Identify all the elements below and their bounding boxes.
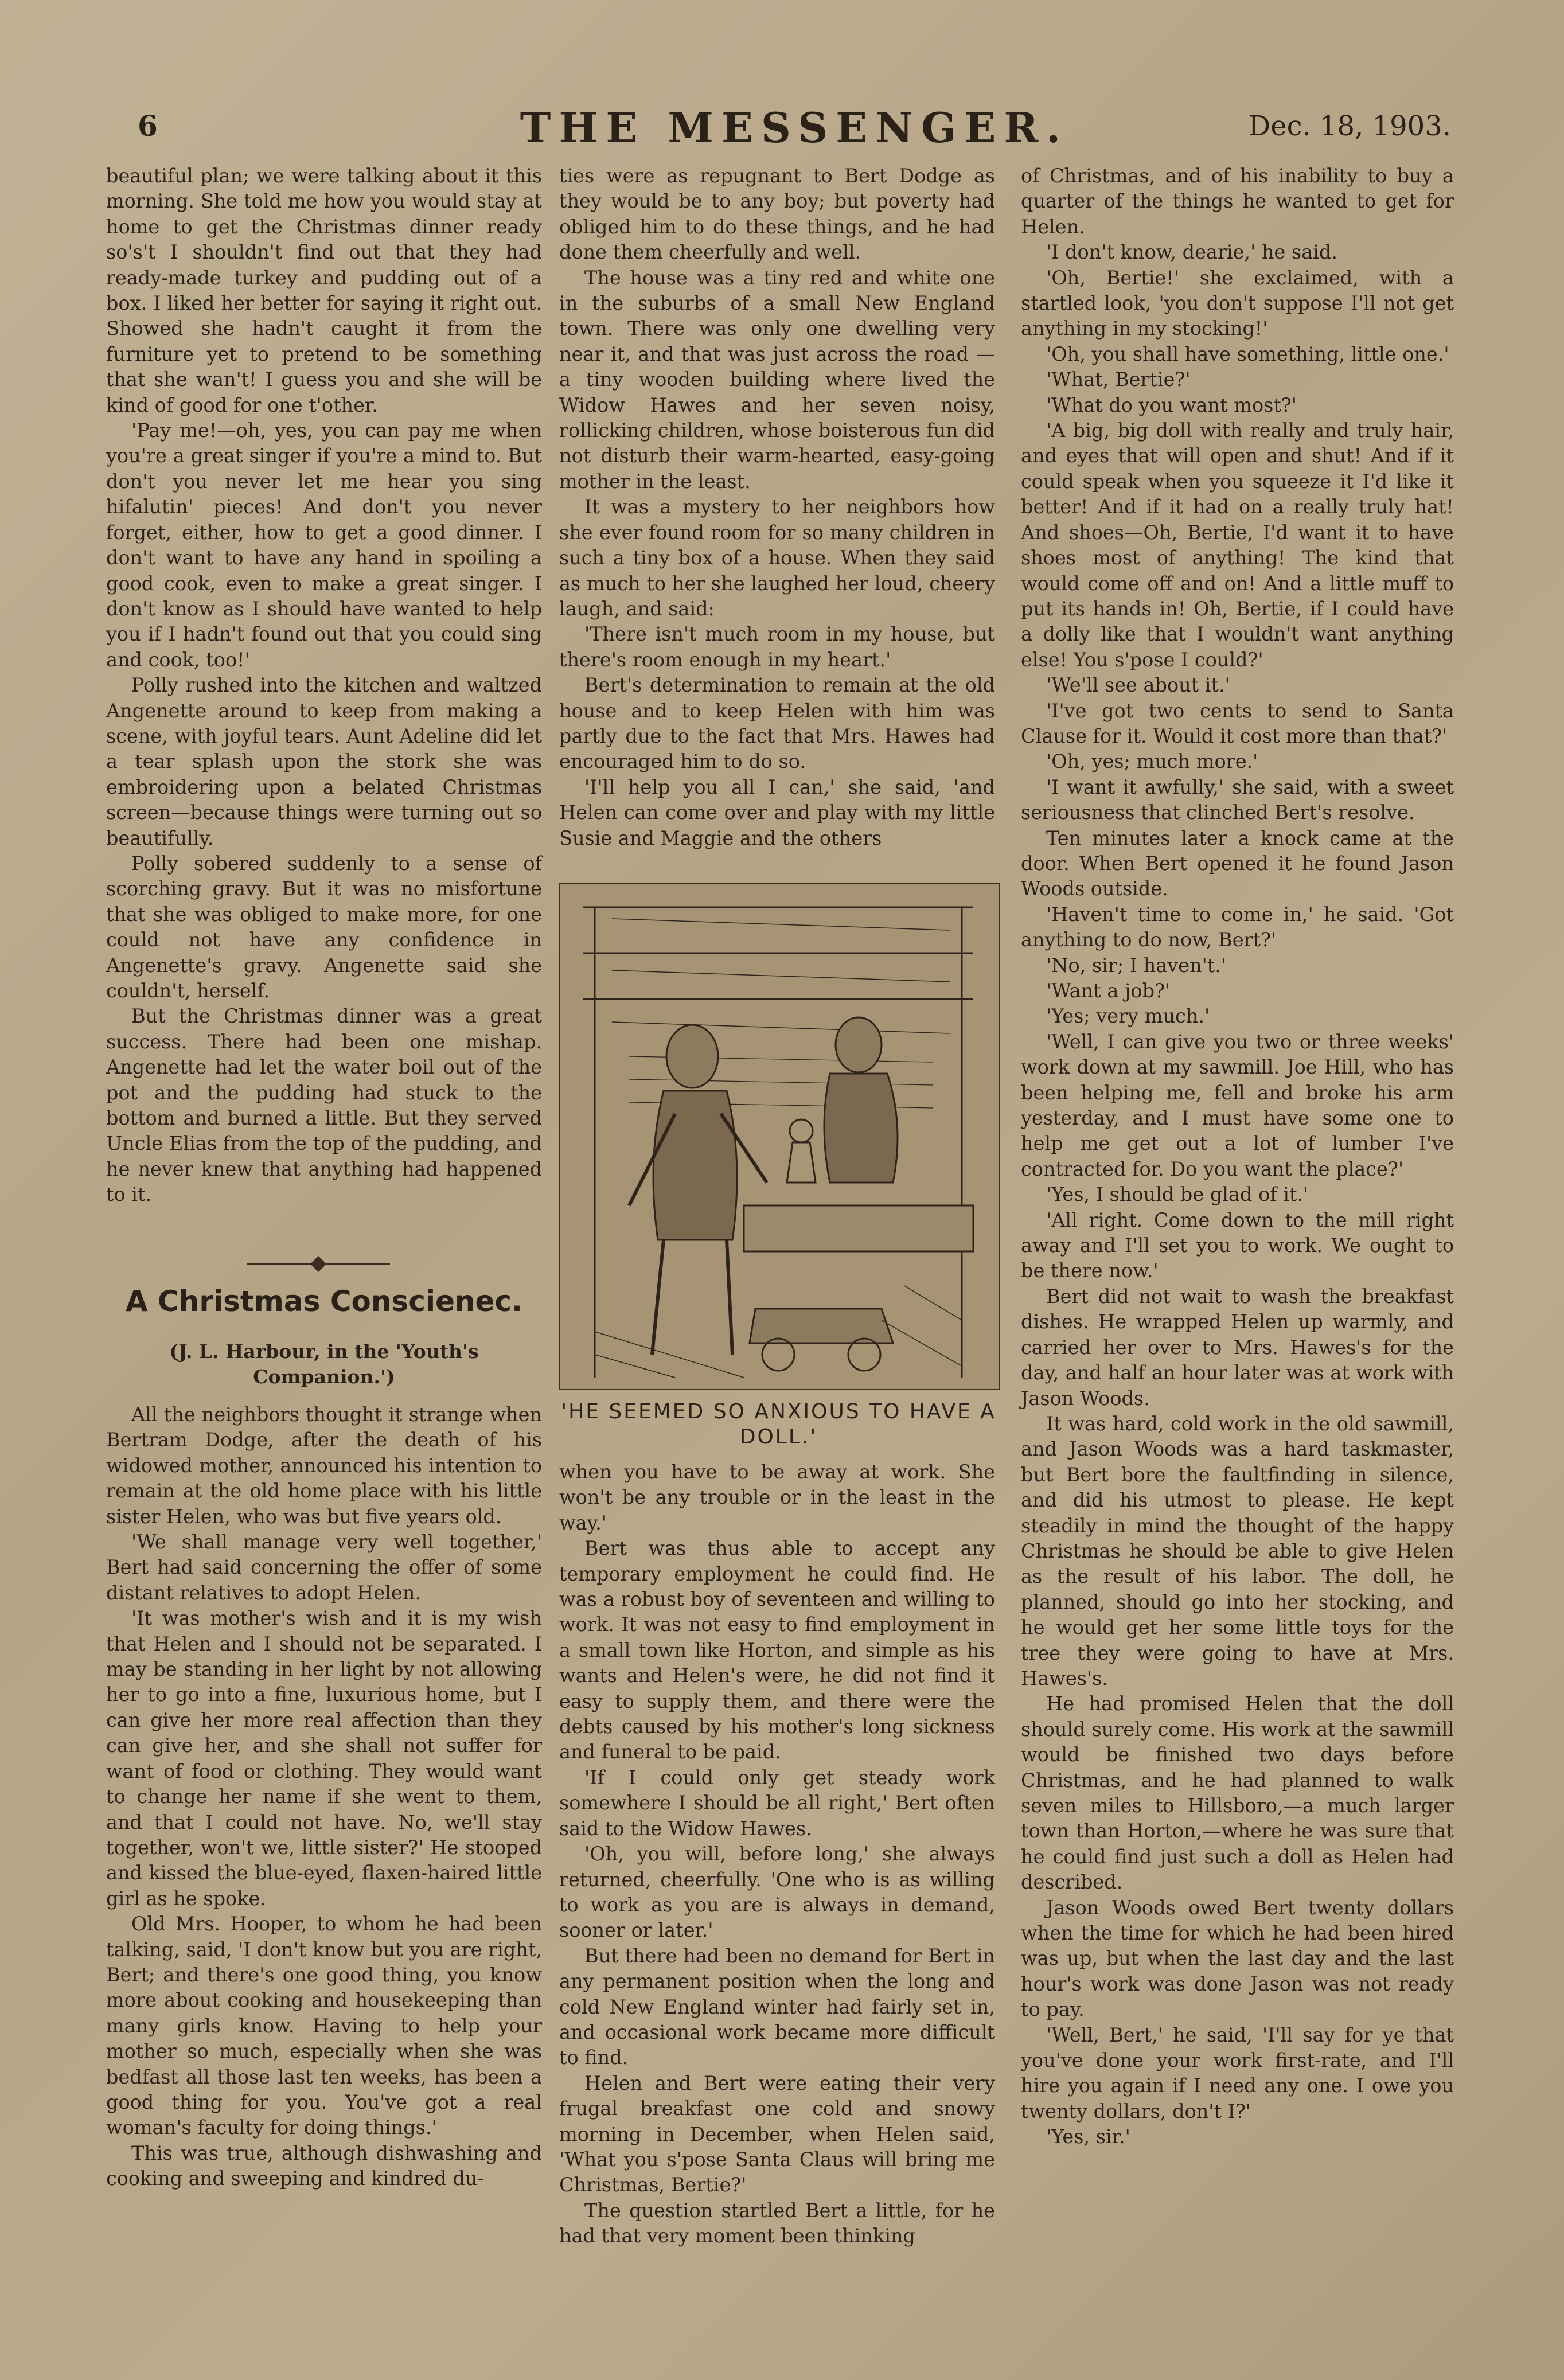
paragraph: The question startled Bert a little, for he had that very moment been thinking [559,2199,995,2248]
paragraph: 'All right. Come down to the mill right away and I'll set you to work. We ought to be there now.' [1021,1208,1454,1282]
paragraph: 'What do you want most?' [1046,393,1297,416]
engraving-illustration [559,883,1000,1390]
paragraph: 'Oh, yes; much more.' [1046,750,1258,773]
story-byline: (J. L. Harbour, in the 'Youth's Companion.') [169,1340,479,1388]
paragraph: 'If I could only get steady work somewhere I should be all right,' Bert often said to the Widow Hawes. [559,1766,995,1840]
paragraph: But the Christmas dinner was a great success. There had been one mishap. Angenette had let the water boil out of the pot and the pudding had stuck to the bottom and burned a little. But they served Uncle Elias from the top of the pudding, and he never knew that anything had happened to it. [106,1005,542,1206]
paragraph: He had promised Helen that the doll should surely come. His work at the sawmill would be finished two days before Christmas, and he had planned to walk seven miles to Hillsboro,—a much larger town than Horton,—where he was sure that he could find just such a doll as Helen had described. [1021,1692,1454,1894]
paragraph: 'We'll see about it.' [1046,674,1230,697]
paragraph: beautiful plan; we were talking about it this morning. She told me how you would stay at home to get the Christmas dinner ready so's't I shouldn't find out that they had ready-made turkey and pudding out of a box. I liked her better for saying it right out. Showed she hadn't caught it from the furniture yet to pretend to be something that she wan't! I guess you and she will be kind of good for one t'other. [106,165,542,416]
paragraph: Polly sobered suddenly to a sense of scorching gravy. But it was no misfortune that she was obliged to make more, for one could not have any confidence in Angenette's gravy. Angenette said she couldn't, herself. [106,852,542,1002]
paragraph: 'No, sir; I haven't.' [1046,954,1227,977]
column-1-continued-story [106,163,542,1208]
paragraph: Bert's determination to remain at the old house and to keep Helen with him was partly due to the fact that Mrs. Hawes had encouraged him to do so. [559,674,995,773]
paragraph: 'I'll help you all I can,' she said, 'and Helen can come over and play with my little Susie and Maggie and the others [559,775,995,849]
page-number: 6 [138,109,158,143]
illustration-boy-and-doll-drawing [560,884,999,1389]
paragraph: Polly rushed into the kitchen and waltzed Angenette around to keep from making a scene, with joyful tears. Aunt Adeline did let a tear splash upon the stork she was embroidering upon a belated Christmas screen—because things were turning out so beautifully. [106,674,542,849]
paragraph: 'I don't know, dearie,' he said. [1046,241,1337,264]
illustration-caption: 'HE SEEMED SO ANXIOUS TO HAVE A DOLL.' [561,1400,996,1449]
paragraph: 'Yes, sir.' [1046,2125,1130,2148]
paragraph: The house was a tiny red and white one in the suburbs of a small New England town. There was only one dwelling very near it, and that was just across the road —a tiny wooden building where lived the Widow Hawes and her seven noisy, rollicking children, whose boisterous fun did not disturb their warm-hearted, easy-going mother in the least. [559,266,995,493]
paragraph: 'Oh, you shall have something, little one.' [1046,342,1449,365]
paragraph: 'There isn't much room in my house, but there's room enough in my heart.' [559,623,995,671]
paragraph: This was true, although dishwashing and cooking and sweeping and kindred du- [106,2141,542,2190]
paragraph: It was a mystery to her neighbors how she ever found room for so many children in such a tiny box of a house. When they said as much to her she laughed her loud, cheery laugh, and said: [559,495,995,620]
masthead [138,103,1451,155]
column-2-bottom [559,1460,995,2249]
column-2-top [559,163,995,851]
paragraph: 'Pay me!—oh, yes, you can pay me when you're a great singer if you're a mind to. But don't you never let me hear you sing hifalutin' pieces! And don't you never forget, either, how to get a good dinner. I don't want to have any hand in spoiling a good cook, even to make a great singer. I don't know as I should have wanted to help you if I hadn't found out that you could sing and cook, too!' [106,419,542,671]
column-3 [1021,163,1454,2150]
paragraph: Old Mrs. Hooper, to whom he had been talking, said, 'I don't know but you are right, Bert; and there's one good thing, you know more about cooking and housekeeping than many girls know. Having to help your mother so much, especially when she was bedfast all those last ten weeks, has been a good thing for you. You've got a real woman's faculty for doing things.' [106,1913,542,2139]
ornamental-divider [247,1263,390,1265]
paragraph: It was hard, cold work in the old sawmill, and Jason Woods was a hard taskmaster, but Bert bore the faultfinding in silence, and did his utmost to please. He kept steadily in mind the thought of the happy Christmas he should be able to give Helen as the result of his labor. The doll, he planned, should go into her stocking, and he would get her some little toys for the tree they were going to have at Mrs. Hawes's. [1021,1412,1454,1690]
paragraph: Ten minutes later a knock came at the door. When Bert opened it he found Jason Woods outside. [1021,826,1454,900]
paragraph: Helen and Bert were eating their very frugal breakfast one cold and snowy morning in December, when Helen said, 'What you s'pose Santa Claus will bring me Christmas, Bertie?' [559,2071,995,2196]
paragraph: Bert did not wait to wash the breakfast dishes. He wrapped Helen up warmly, and carried her over to Mrs. Hawes's for the day, and half an hour later was at work with Jason Woods. [1021,1285,1454,1410]
paragraph: 'It was mother's wish and it is my wish that Helen and I should not be separated. I may be standing in her light by not allowing her to go into a fine, luxurious home, but I can give her more real affection than they can give her, and she shall not suffer for want of food or clothing. They would want to change her name if she went to them, and that I could not have. No, we'll stay together, won't we, little sister?' He stooped and kissed the blue-eyed, flaxen-haired little girl as he spoke. [106,1607,542,1910]
paragraph: But there had been no demand for Bert in any permanent position when the long and cold New England winter had fairly set in, and occasional work became more difficult to find. [559,1944,995,2069]
paragraph: 'What, Bertie?' [1046,368,1191,391]
paragraph: All the neighbors thought it strange when Bertram Dodge, after the death of his widowed mother, announced his intention to remain at the old home place with his little sister Helen, who was but five years old. [106,1403,542,1528]
paragraph: 'I want it awfully,' she said, with a sweet seriousness that clinched Bert's resolve. [1021,775,1454,824]
paragraph: 'Yes, I should be glad of it.' [1046,1183,1309,1206]
issue-date: Dec. 18, 1903. [1248,110,1451,142]
paragraph: Bert was thus able to accept any temporary employment he could find. He was a robust boy of seventeen and willing to work. It was not easy to find employment in a small town like Horton, and simple as his wants and Helen's were, he did not find it easy to supply them, and there were the debts caused by his mother's long sickness and funeral to be paid. [559,1537,995,1763]
paragraph: of Christmas, and of his inability to buy a quarter of the things he wanted to get for Helen. [1021,165,1454,238]
column-1-new-story [106,1402,542,2192]
paragraph: 'Want a job?' [1046,980,1171,1002]
paragraph: 'A big, big doll with really and truly hair, and eyes that will open and shut! And if it could speak when you squeeze it I'd like it better! And if it had on a really truly hat! And shoes—Oh, Bertie, I'd want it to have shoes most of anything! The kind that would come off and on! And a little muff to put its hands in! Oh, Bertie, if I could have a dolly like that I wouldn't want anything else! You s'pose I could?' [1021,419,1454,671]
paragraph: when you have to be away at work. She won't be any trouble or in the least in the way.' [559,1461,995,1534]
paragraph: 'Haven't time to come in,' he said. 'Got anything to do now, Bert?' [1021,903,1454,951]
paper-title: THE MESSENGER. [520,103,1069,152]
paragraph: 'Yes; very much.' [1046,1005,1210,1028]
story-title: A Christmas Conscienec. [125,1285,523,1318]
paragraph: 'We shall manage very well together,' Bert had said concerning the offer of some distant relatives to adopt Helen. [106,1531,542,1604]
paragraph: ties were as repugnant to Bert Dodge as they would be to any boy; but poverty had obliged him to do these things, and he had done them cheerfully and well. [559,165,995,264]
paragraph: Jason Woods owed Bert twenty dollars when the time for which he had been hired was up, but when the last day and the last hour's work was done Jason was not ready to pay. [1021,1896,1454,2021]
paragraph: 'Well, Bert,' he said, 'I'll say for ye that you've done your work first-rate, and I'll hire you again if I need any one. I owe you twenty dollars, don't I?' [1021,2023,1454,2123]
paragraph: 'Oh, Bertie!' she exclaimed, with a startled look, 'you don't suppose I'll not get anything in my stocking!' [1021,266,1454,340]
paragraph: 'I've got two cents to send to Santa Clause for it. Would it cost more than that?' [1021,699,1454,747]
paragraph: 'Well, I can give you two or three weeks' work down at my sawmill. Joe Hill, who has been helping me, fell and broke his arm yesterday, and I must have some one to help me get out a lot of lumber I've contracted for. Do you want the place?' [1021,1030,1454,1180]
paragraph: 'Oh, you will, before long,' she always returned, cheerfully. 'One who is as willing to work as you are is always in demand, sooner or later.' [559,1843,995,1942]
